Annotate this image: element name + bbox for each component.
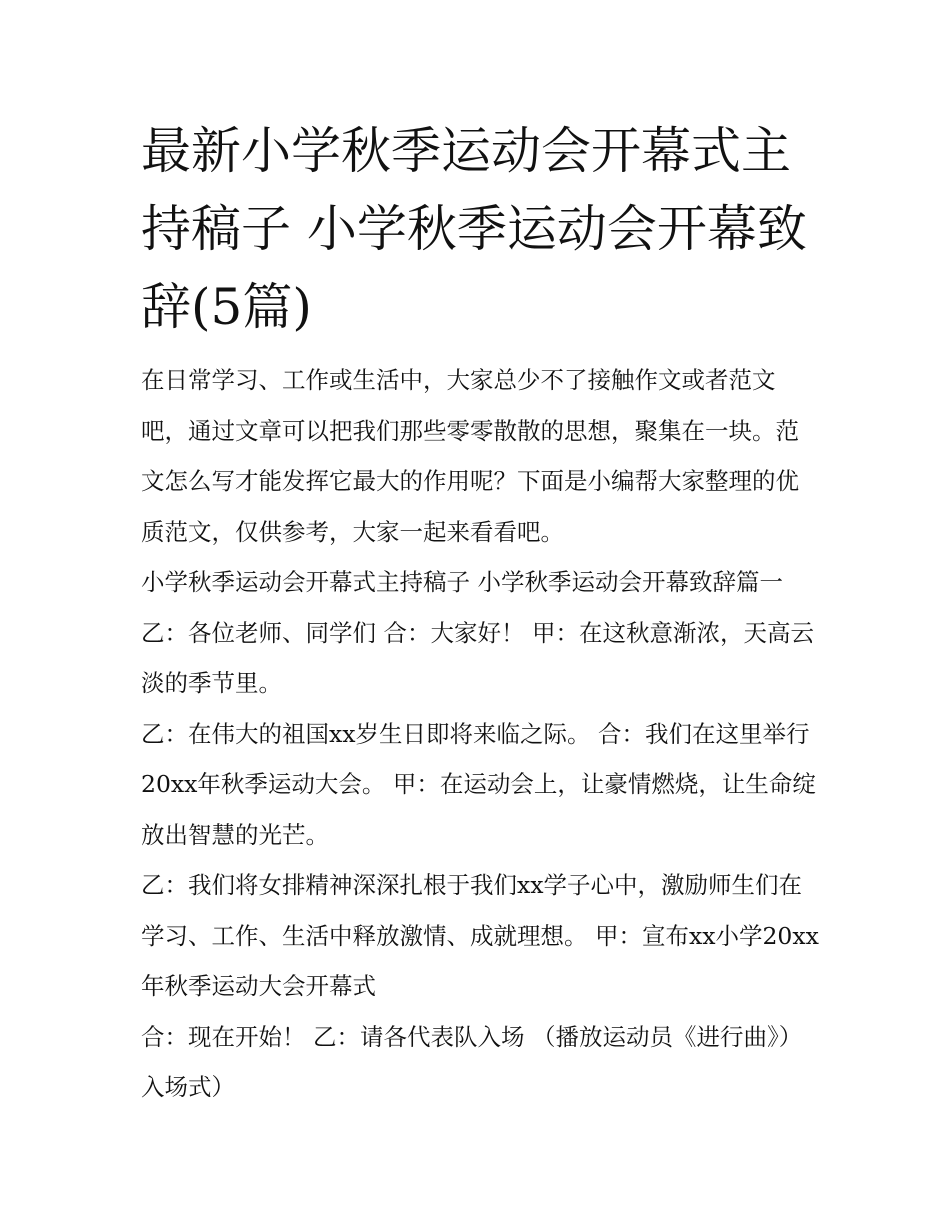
document-body (141, 355, 821, 1113)
paragraph-entrance: 合：现在开始！ 乙：请各代表队入场 （播放运动员《进行曲》）入场式） (141, 1022, 803, 1101)
paragraph-anniversary: 乙：在伟大的祖国xx岁生日即将来临之际。 合：我们在这里举行20xx年秋季运动大会。 甲：在运动会上，让豪情燃烧，让生命绽放出智慧的光芒。 (141, 719, 816, 849)
document-title: 最新小学秋季运动会开幕式主持稿子 小学秋季运动会开幕致辞(5篇) (141, 122, 807, 336)
paragraph-opening: 小学秋季运动会开幕式主持稿子 小学秋季运动会开幕致辞篇一 乙：各位老师、同学们 合：大家好！ 甲：在这秋意渐浓，天高云淡的季节里。 (141, 568, 814, 697)
paragraph-intro: 在日常学习、工作或生活中，大家总少不了接触作文或者范文吧，通过文章可以把我们那些零零散散的思想，聚集在一块。范文怎么写才能发挥它最大的作用呢？下面是小编帮大家整理的优质范文，仅供参考，大家一起来看看吧。 (141, 366, 799, 546)
paragraph-spirit: 乙：我们将女排精神深深扎根于我们xx学子心中，激励师生们在学习、工作、生活中释放激情、成就理想。 甲：宣布xx小学20xx年秋季运动大会开幕式 (141, 871, 819, 1000)
